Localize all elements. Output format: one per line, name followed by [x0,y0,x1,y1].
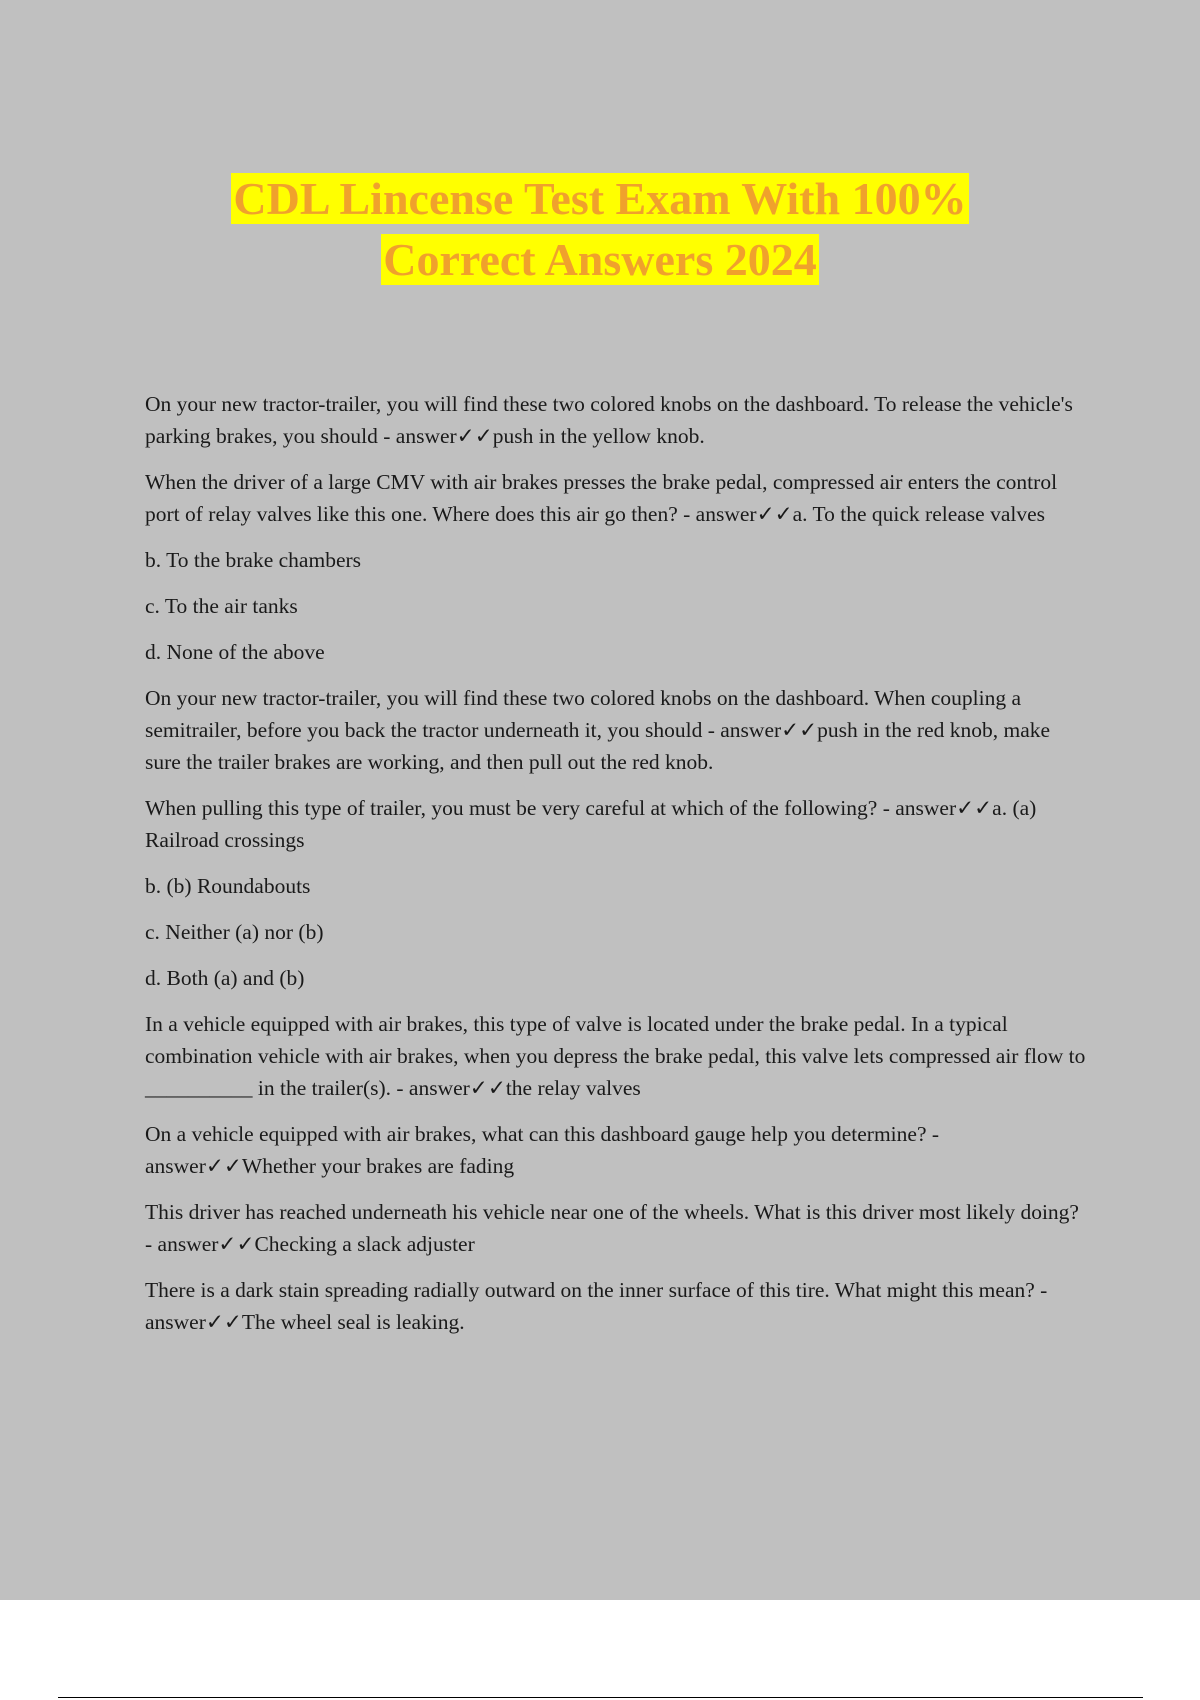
answer-option: d. None of the above [145,640,325,664]
answer-option: d. Both (a) and (b) [145,966,305,990]
question-paragraph: On your new tractor-trailer, you will find these two colored knobs on the dashboard. When coupling a semitrailer, before you back the tractor underneath it, you should - answer✓✓push in the red knob, make sure the trailer brakes are working, and then pull out the red knob. [145,686,1051,774]
question-paragraph: On your new tractor-trailer, you will find these two colored knobs on the dashboard. To release the vehicle's parking brakes, you should - answer✓✓push in the yellow knob. [145,392,1073,448]
question-paragraph: In a vehicle equipped with air brakes, this type of valve is located under the brake pedal. In a typical combination vehicle with air brakes, when you depress the brake pedal, this valve lets compressed air flow to __________ in the trailer(s). - answer✓✓the relay valves [145,1012,1086,1100]
answer-option: c. To the air tanks [145,594,298,618]
answer-option: c. Neither (a) nor (b) [145,920,324,944]
title-line-2: Correct Answers 2024 [383,234,817,285]
footer-divider [58,1697,1143,1698]
answer-option: b. To the brake chambers [145,548,362,572]
question-list [145,388,1090,1352]
question-paragraph: There is a dark stain spreading radially outward on the inner surface of this tire. What might this mean? - answer✓✓The wheel seal is leaking. [145,1278,1048,1334]
question-paragraph: When the driver of a large CMV with air brakes presses the brake pedal, compressed air enters the control port of relay valves like this one. Where does this air go then? - answer✓✓a. To the quick release valves [145,470,1058,526]
question-paragraph: This driver has reached underneath his vehicle near one of the wheels. What is this driver most likely doing? - answer✓✓Checking a slack adjuster [145,1200,1079,1256]
answer-option: b. (b) Roundabouts [145,874,311,898]
title-line-1: CDL Lincense Test Exam With 100% [233,173,967,224]
document-title [0,168,1200,290]
question-paragraph: When pulling this type of trailer, you must be very careful at which of the following? - answer✓✓a. (a) Railroad crossings [145,796,1037,852]
question-paragraph: On a vehicle equipped with air brakes, what can this dashboard gauge help you determine? - answer✓✓Whether your brakes are fading [145,1122,940,1178]
